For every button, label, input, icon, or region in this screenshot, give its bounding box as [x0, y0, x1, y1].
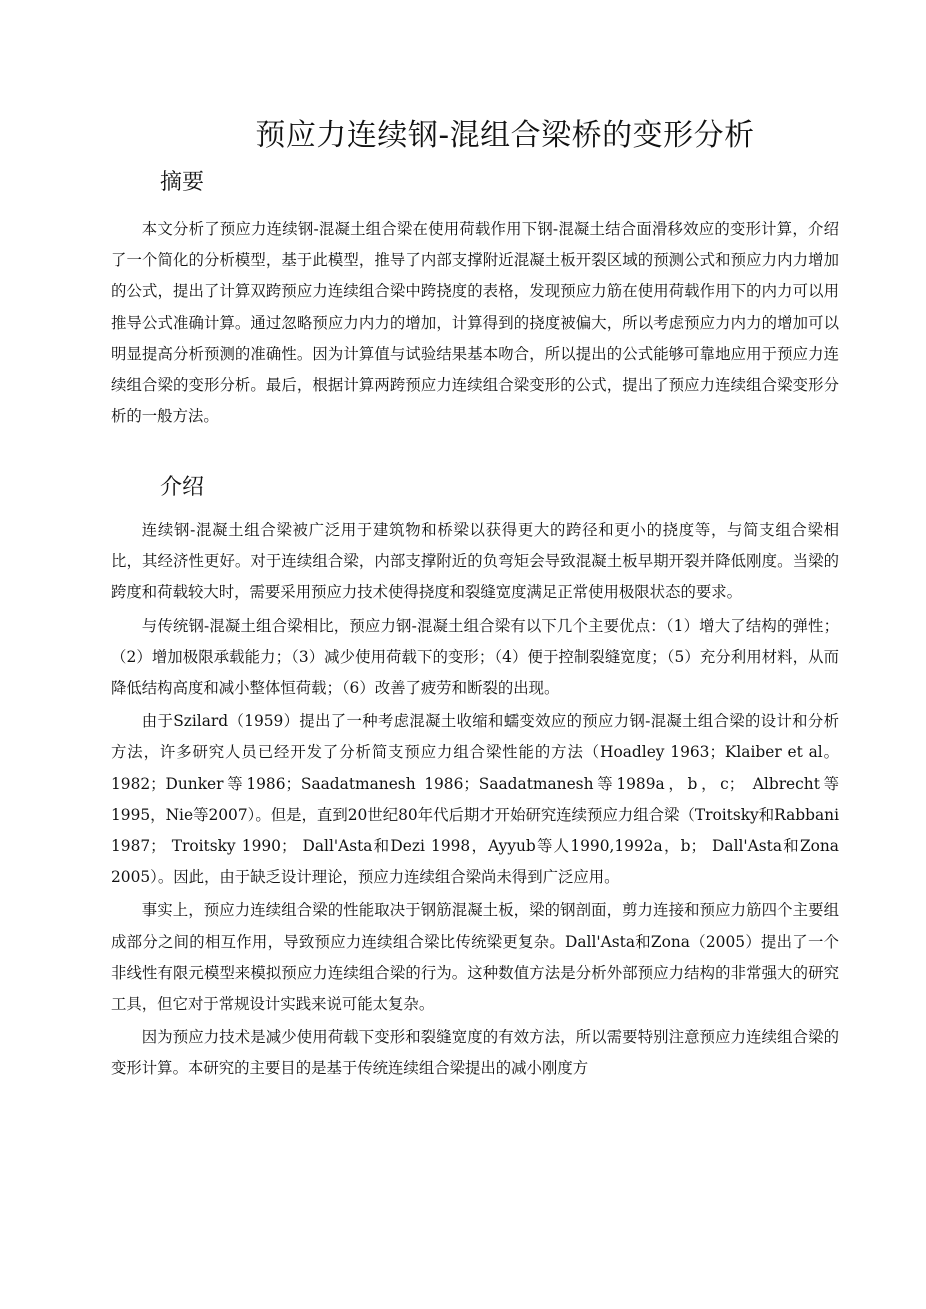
document-title: 预应力连续钢-混组合梁桥的变形分析	[255, 118, 755, 153]
abstract-heading: 摘要	[160, 170, 205, 195]
intro-paragraph-1: 连续钢-混凝土组合梁被广泛用于建筑物和桥梁以获得更大的跨径和更小的挠度等，与简支组合梁相比，其经济性更好。对于连续组合梁，内部支撑附近的负弯矩会导致混凝土板早期开裂并降低刚度。当梁的跨度和荷载较大时，需要采用预应力技术使得挠度和裂缝宽度满足正常使用极限状态的要求。	[111, 521, 839, 602]
introduction-section	[111, 515, 839, 1087]
intro-paragraph-3: 由于Szilard（1959）提出了一种考虑混凝土收缩和蠕变效应的预应力钢-混凝土组合梁的设计和分析方法，许多研究人员已经开发了分析简支预应力组合梁性能的方法（Hoadley 1963；Klaiber et al。1982；Dunker等1986；Saadatmanesh 1986；Saadatmanesh等1989a，b，c； Albrecht等1995，Nie等2007）。但是，直到20世纪80年代后期才开始研究连续预应力组合梁（Troitsky和Rabbani 1987； Troitsky 1990； Dall'Asta和Dezi 1998，Ayyub等人1990,1992a，b； Dall'Asta和Zona 2005）。因此，由于缺乏设计理论，预应力连续组合梁尚未得到广泛应用。	[111, 712, 839, 887]
introduction-heading: 介绍	[160, 475, 205, 500]
abstract-section	[111, 214, 839, 432]
abstract-paragraph: 本文分析了预应力连续钢-混凝土组合梁在使用荷载作用下钢-混凝土结合面滑移效应的变形计算，介绍了一个简化的分析模型，基于此模型，推导了内部支撑附近混凝土板开裂区域的预测公式和预应力内力增加的公式，提出了计算双跨预应力连续组合梁中跨挠度的表格，发现预应力筋在使用荷载作用下的内力可以用推导公式准确计算。通过忽略预应力内力的增加，计算得到的挠度被偏大，所以考虑预应力内力的增加可以明显提高分析预测的准确性。因为计算值与试验结果基本吻合，所以提出的公式能够可靠地应用于预应力连续组合梁的变形分析。最后，根据计算两跨预应力连续组合梁变形的公式，提出了预应力连续组合梁变形分析的一般方法。	[111, 220, 839, 426]
intro-paragraph-2: 与传统钢-混凝土组合梁相比，预应力钢-混凝土组合梁有以下几个主要优点：（1）增大了结构的弹性；（2）增加极限承载能力；（3）减少使用荷载下的变形；（4）便于控制裂缝宽度；（5）充分利用材料，从而降低结构高度和减小整体恒荷载；（6）改善了疲劳和断裂的出现。	[111, 616, 839, 698]
intro-paragraph-4: 事实上，预应力连续组合梁的性能取决于钢筋混凝土板，梁的钢剖面，剪力连接和预应力筋四个主要组成部分之间的相互作用，导致预应力连续组合梁比传统梁更复杂。Dall'Asta和Zona（2005）提出了一个非线性有限元模型来模拟预应力连续组合梁的行为。这种数值方法是分析外部预应力结构的非常强大的研究工具，但它对于常规设计实践来说可能太复杂。	[111, 901, 839, 1014]
intro-paragraph-5: 因为预应力技术是减少使用荷载下变形和裂缝宽度的有效方法，所以需要特别注意预应力连续组合梁的变形计算。本研究的主要目的是基于传统连续组合梁提出的减小刚度方	[111, 1028, 839, 1078]
